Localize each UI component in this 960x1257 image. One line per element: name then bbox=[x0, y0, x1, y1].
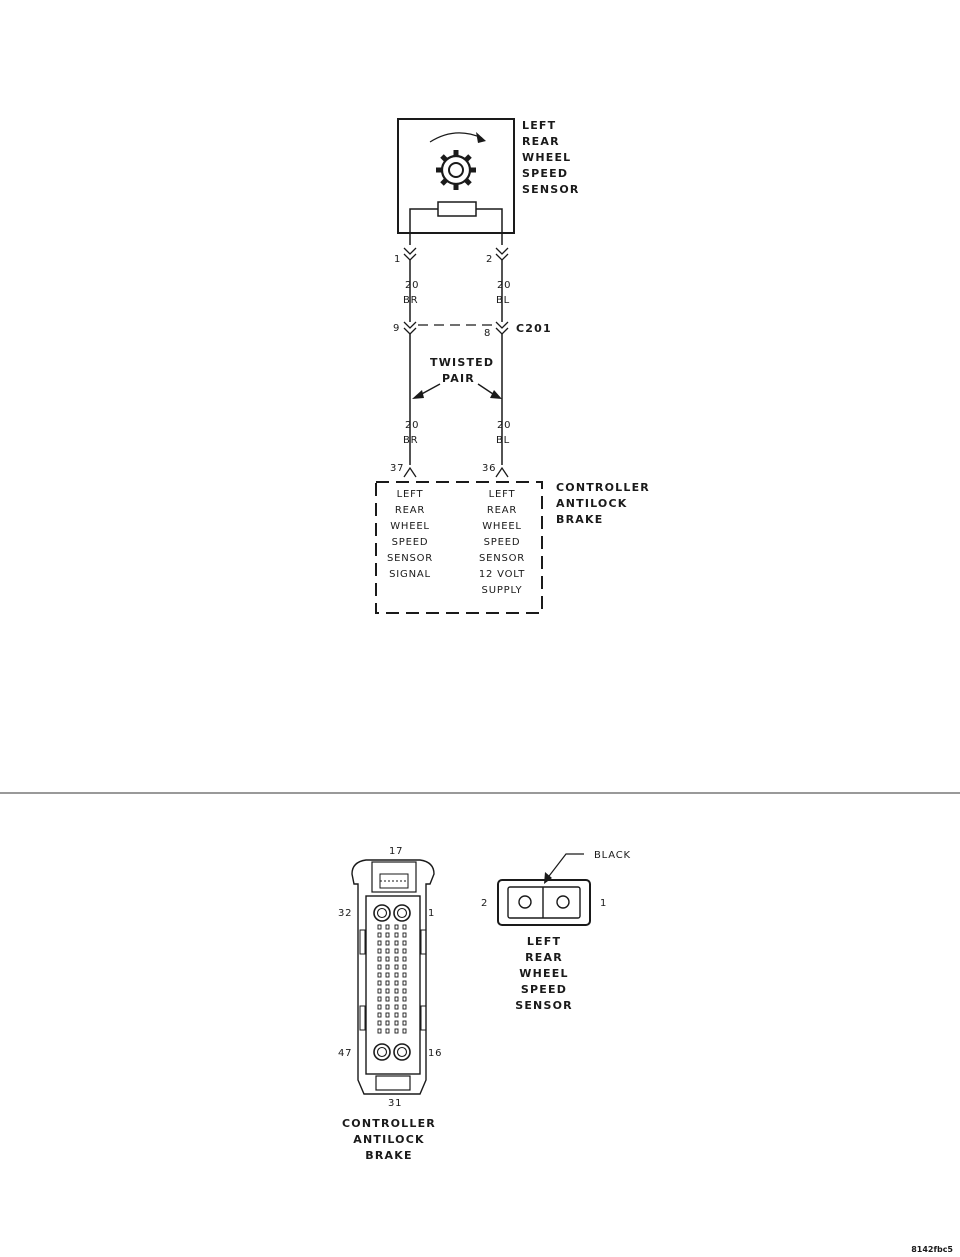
sensor-label-line: SPEED bbox=[522, 167, 569, 180]
c201-label: C201 bbox=[516, 322, 552, 335]
module-label bbox=[556, 481, 650, 526]
connector-c201 bbox=[393, 322, 552, 339]
controller-connector-face bbox=[338, 846, 442, 1109]
sensor-label-line: WHEEL bbox=[522, 151, 572, 164]
twisted-pair-label: PAIR bbox=[442, 372, 475, 385]
sensor-conn-label-line: REAR bbox=[525, 951, 563, 964]
signal-line: SUPPLY bbox=[481, 585, 523, 596]
signal-line: SPEED bbox=[483, 537, 521, 548]
controller-connector-label bbox=[342, 1117, 436, 1162]
signal-line: SENSOR bbox=[478, 553, 526, 564]
cab-label-line: CONTROLLER bbox=[342, 1117, 436, 1130]
wire-gauge: 20 bbox=[405, 280, 420, 291]
wire-gauge: 20 bbox=[405, 420, 420, 431]
sensor-pin-2: 2 bbox=[486, 254, 494, 265]
signal-line: SENSOR bbox=[386, 553, 434, 564]
wire-color: BR bbox=[403, 295, 419, 306]
module-signal-left bbox=[387, 489, 433, 580]
sensor-label-line: REAR bbox=[522, 135, 560, 148]
c201-pin-right: 8 bbox=[484, 328, 492, 339]
sensor-conn-label-line: LEFT bbox=[526, 935, 562, 948]
signal-line: WHEEL bbox=[390, 521, 430, 532]
cab-label-line: ANTILOCK bbox=[353, 1133, 425, 1146]
cab-pin-17: 17 bbox=[389, 846, 404, 857]
cab-pin-16: 16 bbox=[428, 1048, 443, 1059]
sensor-label-line: SENSOR bbox=[522, 183, 580, 196]
c201-pin-left: 9 bbox=[393, 323, 401, 334]
signal-line: SIGNAL bbox=[389, 569, 431, 580]
pickup-coil bbox=[438, 202, 476, 216]
module-label-line: BRAKE bbox=[556, 513, 604, 526]
wire-color: BR bbox=[403, 435, 419, 446]
wire-color: BL bbox=[496, 295, 511, 306]
sensor-pin-1: 1 bbox=[394, 254, 402, 265]
signal-line: LEFT bbox=[488, 489, 516, 500]
signal-line: WHEEL bbox=[482, 521, 522, 532]
connector-color-label: BLACK bbox=[594, 850, 631, 861]
signal-line: SPEED bbox=[391, 537, 429, 548]
cab-pin-32: 32 bbox=[338, 908, 353, 919]
signal-line: REAR bbox=[394, 505, 426, 516]
sensor-connector-face bbox=[481, 850, 631, 925]
sensor-label bbox=[522, 119, 580, 196]
wire-gauge: 20 bbox=[497, 280, 512, 291]
sensor-connector-label bbox=[515, 935, 573, 1012]
cab-pin-47: 47 bbox=[338, 1048, 353, 1059]
twisted-pair-annotation bbox=[412, 356, 502, 399]
rotation-arrow-icon bbox=[430, 133, 482, 142]
module-label-line: ANTILOCK bbox=[556, 497, 628, 510]
sensor-conn-label-line: SPEED bbox=[520, 983, 568, 996]
sensor-conn-pin-1: 1 bbox=[600, 898, 608, 909]
wire-gauge: 20 bbox=[497, 420, 512, 431]
wheel-speed-sensor bbox=[398, 119, 514, 245]
module-label-line: CONTROLLER bbox=[556, 481, 650, 494]
signal-line: LEFT bbox=[396, 489, 424, 500]
wire-color: BL bbox=[496, 435, 511, 446]
sensor-conn-pin-2: 2 bbox=[481, 898, 489, 909]
cab-label-line: BRAKE bbox=[365, 1149, 413, 1162]
module-signal-right bbox=[479, 489, 525, 596]
twisted-pair-label: TWISTED bbox=[430, 356, 495, 369]
pin-cavities bbox=[378, 925, 406, 1033]
tone-wheel-gear-icon bbox=[436, 150, 476, 190]
signal-line: 12 VOLT bbox=[478, 569, 526, 580]
cab-pin-31: 31 bbox=[388, 1098, 403, 1109]
sensor-label-line: LEFT bbox=[522, 119, 557, 132]
cab-pin-1: 1 bbox=[428, 908, 436, 919]
module-pin-36: 36 bbox=[482, 463, 497, 474]
module-pin-37: 37 bbox=[390, 463, 405, 474]
sensor-conn-label-line: SENSOR bbox=[515, 999, 573, 1012]
sensor-conn-label-line: WHEEL bbox=[519, 967, 569, 980]
signal-line: REAR bbox=[486, 505, 518, 516]
figure-id: 8142fbc5 bbox=[911, 1245, 953, 1254]
